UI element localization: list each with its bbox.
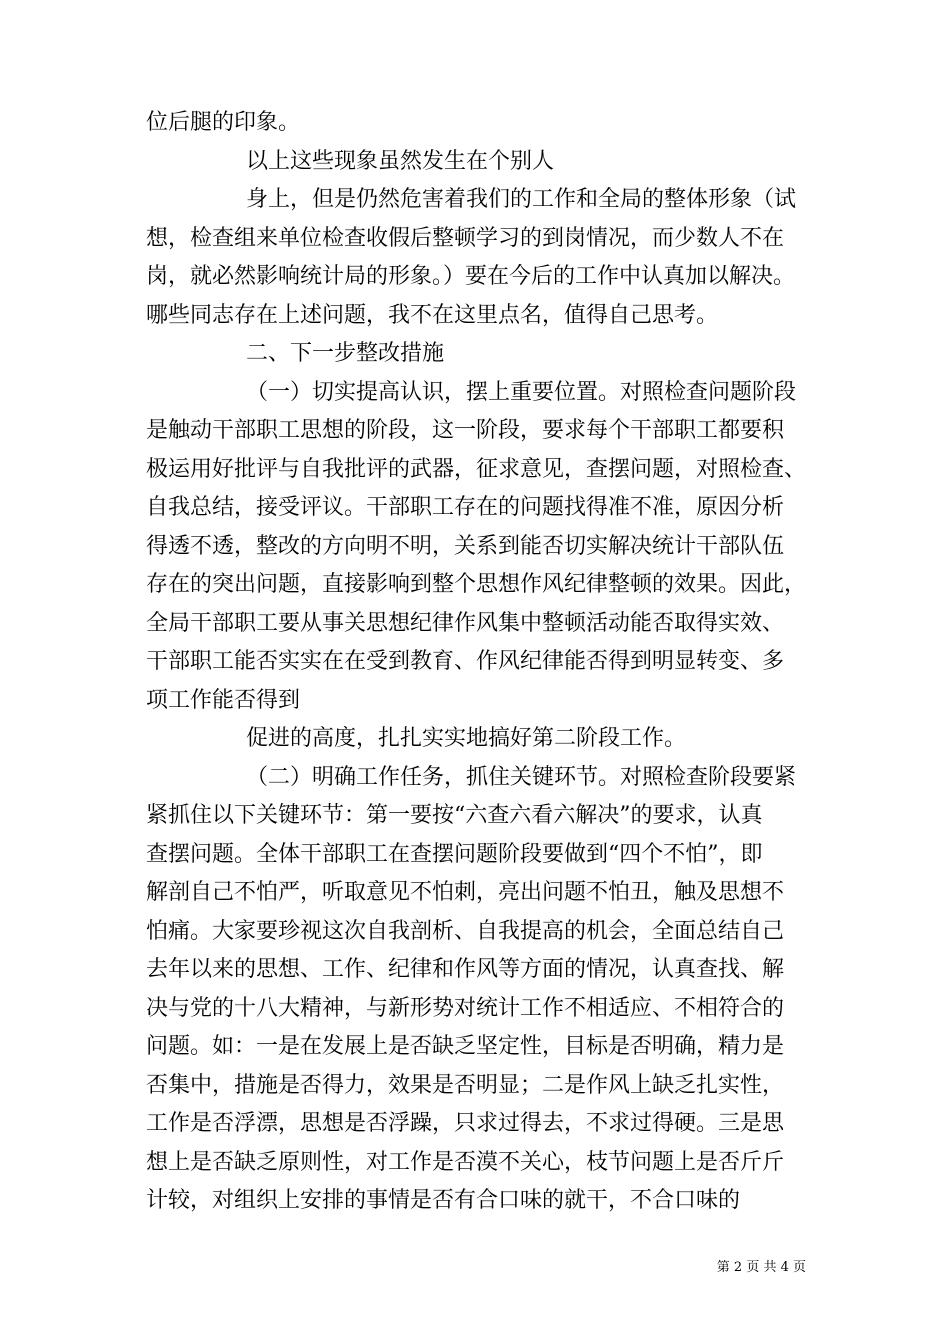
text-line: 极运用好批评与自我批评的武器，征求意见，查摆问题，对照检查、 bbox=[146, 456, 807, 482]
text-line: 干部职工能否实实在在受到教育、作风纪律能否得到明显转变、多 bbox=[146, 649, 785, 674]
text-line: 位后腿的印象。 bbox=[146, 110, 301, 135]
text-line: 项工作能否得到 bbox=[146, 687, 301, 713]
section-heading: 二、下一步整改措施 bbox=[246, 341, 445, 366]
text-line: 以上这些现象虽然发生在个别人 bbox=[246, 148, 555, 174]
text-line: 去年以来的思想、工作、纪律和作风等方面的情况，认真查找、解 bbox=[146, 957, 785, 982]
body-text bbox=[146, 104, 812, 1221]
text-line: 自我总结，接受评议。干部职工存在的问题找得准不准，原因分析 bbox=[146, 495, 785, 520]
text-line: 计较，对组织上安排的事情是否有合口味的就干，不合口味的 bbox=[146, 1188, 741, 1213]
text-line: 工作是否浮漂，思想是否浮躁，只求过得去，不求过得硬。三是思 bbox=[146, 1111, 785, 1136]
text-line: 得透不透，整改的方向明不明，关系到能否切实解决统计干部队伍 bbox=[146, 533, 785, 559]
text-line: 岗，就必然影响统计局的形象。）要在今后的工作中认真加以解决。 bbox=[146, 264, 796, 289]
text-line: 想上是否缺乏原则性，对工作是否漠不关心，枝节问题上是否斤斤 bbox=[146, 1149, 785, 1175]
text-line: 促进的高度，扎扎实实地搞好第二阶段工作。 bbox=[246, 726, 687, 751]
text-line: 紧抓住以下关键环节：第一要按“六查六看六解决”的要求，认真 bbox=[146, 803, 763, 828]
text-line: 身上，但是仍然危害着我们的工作和全局的整体形象（试 bbox=[246, 187, 797, 212]
text-line: 决与党的十八大精神，与新形势对统计工作不相适应、不相符合的 bbox=[146, 995, 785, 1021]
text-line: （二）明确工作任务，抓住关键环节。对照检查阶段要紧 bbox=[246, 764, 797, 790]
text-line: 是触动干部职工思想的阶段，这一阶段，要求每个干部职工都要积 bbox=[146, 418, 785, 443]
text-line: 想，检查组来单位检查收假后整顿学习的到岗情况，而少数人不在 bbox=[146, 225, 785, 251]
text-line: 否集中，措施是否得力，效果是否明显；二是作风上缺乏扎实性， bbox=[146, 1072, 785, 1098]
text-line: （一）切实提高认识，摆上重要位置。对照检查问题阶段 bbox=[246, 379, 797, 405]
text-line: 存在的突出问题，直接影响到整个思想作风纪律整顿的效果。因此， bbox=[146, 572, 807, 597]
page-number: 第 2 页 共 4 页 bbox=[716, 1260, 806, 1275]
text-line: 解剖自己不怕严，听取意见不怕刺，亮出问题不怕丑，触及思想不 bbox=[146, 880, 785, 905]
text-line: 哪些同志存在上述问题，我不在这里点名，值得自己思考。 bbox=[146, 302, 719, 328]
text-line: 查摆问题。全体干部职工在查摆问题阶段要做到“四个不怕”，即 bbox=[146, 841, 763, 867]
text-line: 怕痛。大家要珍视这次自我剖析、自我提高的机会，全面总结自己 bbox=[146, 918, 785, 944]
text-line: 问题。如：一是在发展上是否缺乏坚定性，目标是否明确，精力是 bbox=[146, 1034, 785, 1059]
text-line: 全局干部职工要从事关思想纪律作风集中整顿活动能否取得实效、 bbox=[146, 610, 785, 636]
